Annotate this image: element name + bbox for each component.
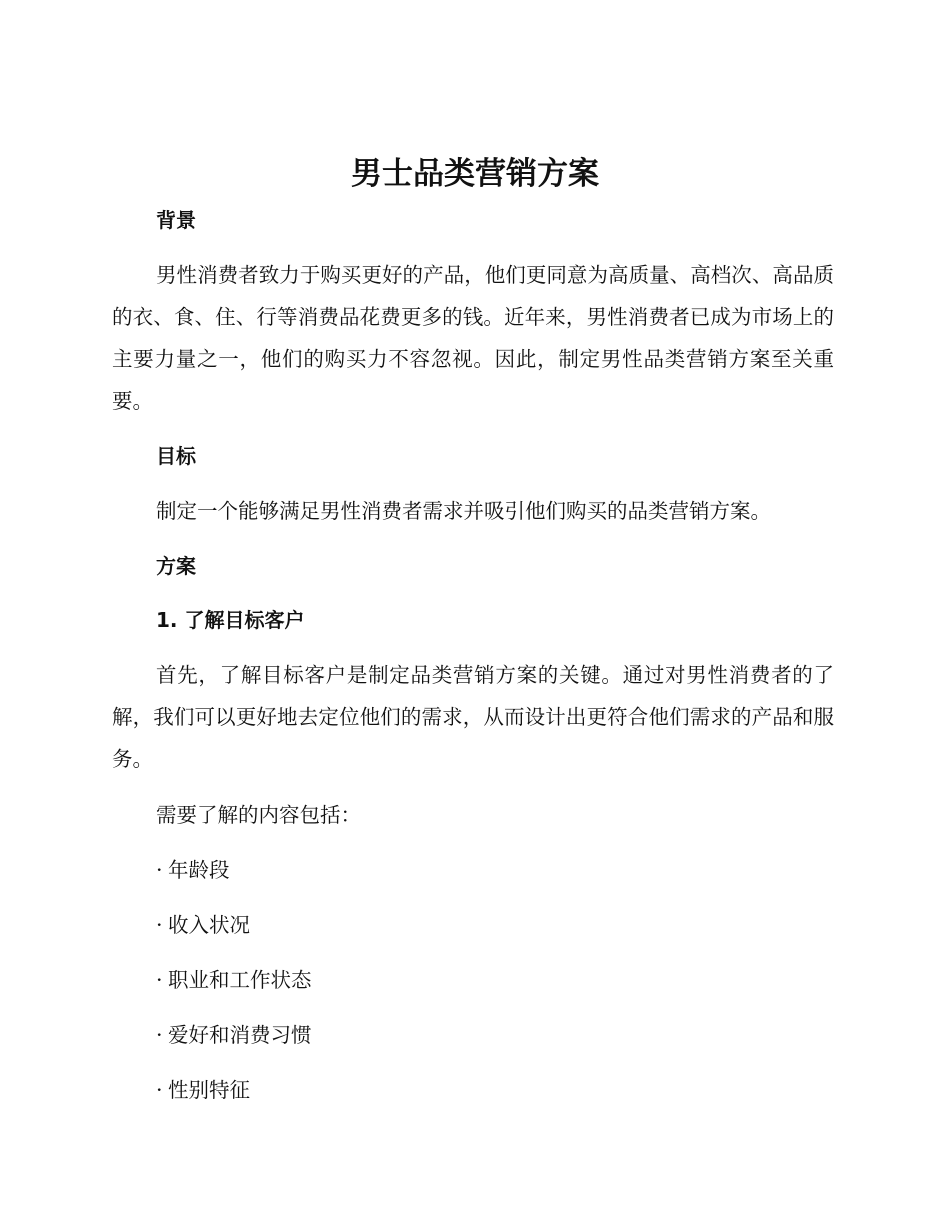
list-item-text: 爱好和消费习惯	[168, 1023, 312, 1047]
customer-info-list	[156, 852, 312, 1127]
heading-goal: 目标	[156, 444, 196, 468]
heading-step1: 1. 了解目标客户	[156, 608, 305, 632]
bullet-marker: ·	[156, 1078, 163, 1102]
list-item-text: 职业和工作状态	[168, 968, 312, 992]
heading-plan: 方案	[156, 554, 196, 578]
bullet-marker: ·	[156, 913, 163, 937]
list-item-text: 年龄段	[168, 858, 230, 882]
heading-background: 背景	[156, 208, 196, 232]
list-intro: 需要了解的内容包括：	[156, 803, 361, 827]
list-item-text: 收入状况	[168, 913, 250, 937]
list-item	[156, 907, 312, 962]
document-title: 男士品类营销方案	[351, 156, 599, 192]
list-item	[156, 1072, 312, 1127]
list-item	[156, 1017, 312, 1072]
paragraph-background: 男性消费者致力于购买更好的产品，他们更同意为高质量、高档次、高品质的衣、食、住、行等消费品花费更多的钱。近年来，男性消费者已成为市场上的主要力量之一，他们的购买力不容忽视。因此，制定男性品类营销方案至关重要。	[112, 263, 834, 413]
list-item	[156, 852, 312, 907]
paragraph-goal: 制定一个能够满足男性消费者需求并吸引他们购买的品类营销方案。	[156, 499, 771, 523]
paragraph-step1: 首先，了解目标客户是制定品类营销方案的关键。通过对男性消费者的了解，我们可以更好地去定位他们的需求，从而设计出更符合他们需求的产品和服务。	[112, 663, 834, 771]
list-item-text: 性别特征	[168, 1078, 250, 1102]
list-item	[156, 962, 312, 1017]
bullet-marker: ·	[156, 858, 163, 882]
bullet-marker: ·	[156, 968, 163, 992]
bullet-marker: ·	[156, 1023, 163, 1047]
